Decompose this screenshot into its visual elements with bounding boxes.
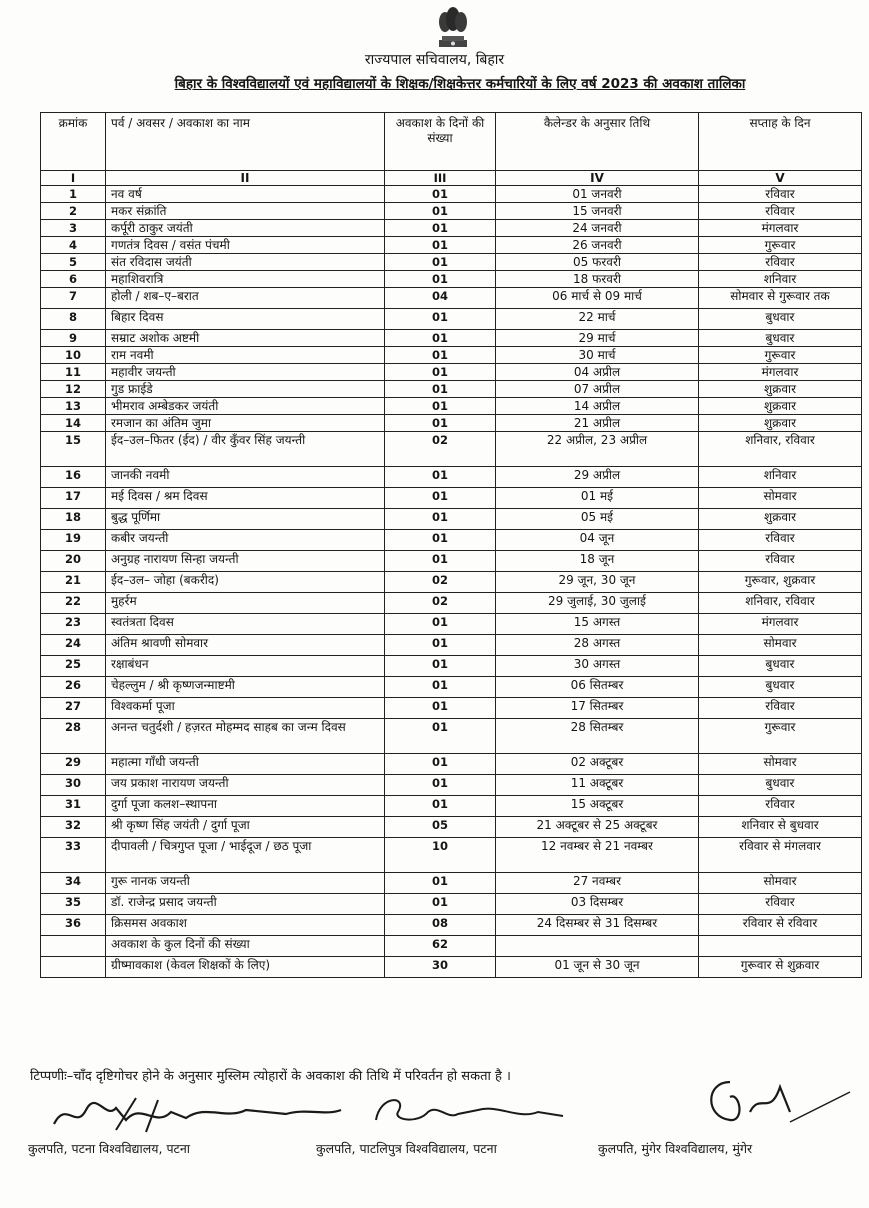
days-cell: 01	[385, 381, 496, 398]
days-cell: 04	[385, 288, 496, 309]
header-date: कैलेन्डर के अनुसार तिथि	[496, 113, 699, 171]
festival-cell: स्वतंत्रता दिवस	[106, 614, 385, 635]
table-row	[41, 593, 862, 614]
weekday-cell: सोमवार	[699, 754, 862, 775]
table-row	[41, 254, 862, 271]
weekday-cell: सोमवार	[699, 873, 862, 894]
date-cell: 14 अप्रील	[496, 398, 699, 415]
serial-cell: 7	[41, 288, 106, 309]
serial-cell: 2	[41, 203, 106, 220]
serial-cell: 15	[41, 432, 106, 467]
days-cell: 01	[385, 415, 496, 432]
weekday-cell: शुक्रवार	[699, 415, 862, 432]
roman-numeral: III	[385, 171, 496, 186]
weekday-cell: मंगलवार	[699, 220, 862, 237]
roman-numeral: II	[106, 171, 385, 186]
table-row	[41, 572, 862, 593]
date-cell: 30 अगस्त	[496, 656, 699, 677]
festival-cell: बिहार दिवस	[106, 309, 385, 330]
table-row	[41, 635, 862, 656]
days-cell: 01	[385, 186, 496, 203]
roman-numeral: I	[41, 171, 106, 186]
serial-cell: 29	[41, 754, 106, 775]
days-cell: 01	[385, 775, 496, 796]
weekday-cell: गुरूवार	[699, 237, 862, 254]
serial-cell: 30	[41, 775, 106, 796]
festival-cell: चेहल्लुम / श्री कृष्णजन्माष्टमी	[106, 677, 385, 698]
weekday-cell: गुरूवार	[699, 347, 862, 364]
table-row	[41, 677, 862, 698]
date-cell: 27 नवम्बर	[496, 873, 699, 894]
festival-cell: अंतिम श्रावणी सोमवार	[106, 635, 385, 656]
days-cell: 01	[385, 398, 496, 415]
date-cell: 05 फरवरी	[496, 254, 699, 271]
serial-cell: 16	[41, 467, 106, 488]
date-cell: 28 सितम्बर	[496, 719, 699, 754]
weekday-cell: शनिवार से बुधवार	[699, 817, 862, 838]
festival-cell: संत रविदास जयंती	[106, 254, 385, 271]
weekday-cell: मंगलवार	[699, 614, 862, 635]
weekday-cell: शनिवार	[699, 467, 862, 488]
serial-cell: 17	[41, 488, 106, 509]
days-cell: 08	[385, 915, 496, 936]
table-row	[41, 220, 862, 237]
date-cell: 04 जून	[496, 530, 699, 551]
date-cell: 12 नवम्बर से 21 नवम्बर	[496, 838, 699, 873]
serial-cell: 18	[41, 509, 106, 530]
festival-cell: कर्पूरी ठाकुर जयंती	[106, 220, 385, 237]
days-cell: 02	[385, 432, 496, 467]
weekday-cell: रविवार से रविवार	[699, 915, 862, 936]
days-cell: 01	[385, 894, 496, 915]
weekday-cell: शनिवार, रविवार	[699, 432, 862, 467]
weekday-cell: शनिवार	[699, 271, 862, 288]
table-row	[41, 364, 862, 381]
weekday-cell: शुक्रवार	[699, 381, 862, 398]
total-row	[41, 936, 862, 957]
table-row	[41, 488, 862, 509]
festival-cell: मुहर्रम	[106, 593, 385, 614]
festival-cell: ईद–उल–फितर (ईद) / वीर कुँवर सिंह जयन्ती	[106, 432, 385, 467]
footnote: टिप्पणीः–चाँद दृष्टिगोचर होने के अनुसार मुस्लिम त्योहारों के अवकाश की तिथि में परिवर्तन हो सकता है ।	[30, 1069, 511, 1084]
date-cell: 28 अगस्त	[496, 635, 699, 656]
total-empty-cell	[41, 936, 106, 957]
festival-cell: महावीर जयन्ती	[106, 364, 385, 381]
date-cell: 07 अप्रील	[496, 381, 699, 398]
festival-cell: रमजान का अंतिम जुमा	[106, 415, 385, 432]
serial-cell: 14	[41, 415, 106, 432]
days-cell: 01	[385, 220, 496, 237]
table-row	[41, 271, 862, 288]
serial-cell: 1	[41, 186, 106, 203]
festival-cell: मई दिवस / श्रम दिवस	[106, 488, 385, 509]
serial-cell: 3	[41, 220, 106, 237]
festival-cell: सम्राट अशोक अष्टमी	[106, 330, 385, 347]
holiday-table	[40, 112, 862, 978]
table-row	[41, 838, 862, 873]
national-emblem-icon	[436, 6, 470, 50]
table-row	[41, 894, 862, 915]
days-cell: 01	[385, 203, 496, 220]
weekday-cell: रविवार	[699, 698, 862, 719]
weekday-cell: सोमवार से गुरूवार तक	[699, 288, 862, 309]
serial-cell: 26	[41, 677, 106, 698]
weekday-cell: बुधवार	[699, 677, 862, 698]
weekday-cell: मंगलवार	[699, 364, 862, 381]
festival-cell: बुद्ध पूर्णिमा	[106, 509, 385, 530]
table-row	[41, 381, 862, 398]
serial-cell: 12	[41, 381, 106, 398]
header-weekday: सप्ताह के दिन	[699, 113, 862, 171]
office-heading: राज्यपाल सचिवालय, बिहार	[364, 52, 505, 68]
table-row	[41, 186, 862, 203]
table-row	[41, 415, 862, 432]
table-row	[41, 698, 862, 719]
serial-cell: 35	[41, 894, 106, 915]
date-cell: 15 अगस्त	[496, 614, 699, 635]
days-cell: 02	[385, 572, 496, 593]
serial-cell: 25	[41, 656, 106, 677]
festival-cell: जानकी नवमी	[106, 467, 385, 488]
weekday-cell: बुधवार	[699, 330, 862, 347]
serial-cell: 27	[41, 698, 106, 719]
date-cell: 22 मार्च	[496, 309, 699, 330]
serial-cell: 11	[41, 364, 106, 381]
signature-munger	[700, 1072, 860, 1132]
table-row	[41, 237, 862, 254]
days-cell: 01	[385, 796, 496, 817]
festival-cell: दुर्गा पूजा कलश–स्थापना	[106, 796, 385, 817]
weekday-cell: सोमवार	[699, 635, 862, 656]
header-festival: पर्व / अवसर / अवकाश का नाम	[106, 113, 385, 171]
date-cell: 29 मार्च	[496, 330, 699, 347]
festival-cell: दीपावली / चित्रगुप्त पूजा / भाईदूज / छठ पूजा	[106, 838, 385, 873]
festival-cell: महाशिवरात्रि	[106, 271, 385, 288]
festival-cell: गुड फ्राईडे	[106, 381, 385, 398]
signatory-label-munger: कुलपति, मुंगेर विश्वविद्यालय, मुंगेर	[598, 1141, 753, 1156]
table-body	[41, 186, 862, 936]
date-cell: 04 अप्रील	[496, 364, 699, 381]
days-cell: 01	[385, 467, 496, 488]
festival-cell: मकर संक्रांति	[106, 203, 385, 220]
table-row	[41, 288, 862, 309]
serial-cell: 32	[41, 817, 106, 838]
days-cell: 01	[385, 530, 496, 551]
date-cell: 18 जून	[496, 551, 699, 572]
festival-cell: गणतंत्र दिवस / वसंत पंचमी	[106, 237, 385, 254]
days-cell: 01	[385, 237, 496, 254]
serial-cell: 6	[41, 271, 106, 288]
weekday-cell: शनिवार, रविवार	[699, 593, 862, 614]
festival-cell: गुरू नानक जयन्ती	[106, 873, 385, 894]
weekday-cell: शुक्रवार	[699, 509, 862, 530]
table-row	[41, 347, 862, 364]
serial-cell: 22	[41, 593, 106, 614]
table-row	[41, 614, 862, 635]
serial-cell: 20	[41, 551, 106, 572]
serial-cell: 24	[41, 635, 106, 656]
days-cell: 01	[385, 873, 496, 894]
festival-cell: भीमराव अम्बेडकर जयंती	[106, 398, 385, 415]
weekday-cell: बुधवार	[699, 775, 862, 796]
summer-dates: 01 जून से 30 जून	[496, 957, 699, 978]
festival-cell: राम नवमी	[106, 347, 385, 364]
signatory-label-patna: कुलपति, पटना विश्वविद्यालय, पटना	[28, 1141, 191, 1156]
serial-cell: 13	[41, 398, 106, 415]
festival-cell: क्रिसमस अवकाश	[106, 915, 385, 936]
serial-cell: 8	[41, 309, 106, 330]
date-cell: 15 अक्टूबर	[496, 796, 699, 817]
festival-cell: नव वर्ष	[106, 186, 385, 203]
date-cell: 21 अप्रील	[496, 415, 699, 432]
date-cell: 06 मार्च से 09 मार्च	[496, 288, 699, 309]
table-row	[41, 873, 862, 894]
summer-empty-cell	[41, 957, 106, 978]
weekday-cell: रविवार	[699, 894, 862, 915]
serial-cell: 19	[41, 530, 106, 551]
roman-numeral: V	[699, 171, 862, 186]
festival-cell: जय प्रकाश नारायण जयन्ती	[106, 775, 385, 796]
date-cell: 11 अक्टूबर	[496, 775, 699, 796]
total-label: अवकाश के कुल दिनों की संख्या	[106, 936, 385, 957]
table-row	[41, 817, 862, 838]
date-cell: 26 जनवरी	[496, 237, 699, 254]
signature-patliputra	[368, 1090, 568, 1140]
festival-cell: डॉ. राजेन्द्र प्रसाद जयन्ती	[106, 894, 385, 915]
table-row	[41, 203, 862, 220]
date-cell: 02 अक्टूबर	[496, 754, 699, 775]
days-cell: 01	[385, 677, 496, 698]
serial-cell: 28	[41, 719, 106, 754]
festival-cell: ईद–उल– जोहा (बकरीद)	[106, 572, 385, 593]
days-cell: 01	[385, 330, 496, 347]
weekday-cell: रविवार	[699, 186, 862, 203]
weekday-cell: गुरूवार, शुक्रवार	[699, 572, 862, 593]
days-cell: 01	[385, 635, 496, 656]
date-cell: 29 अप्रील	[496, 467, 699, 488]
signatory-label-patliputra: कुलपति, पाटलिपुत्र विश्वविद्यालय, पटना	[316, 1141, 497, 1156]
column-numbering-row	[41, 171, 862, 186]
days-cell: 01	[385, 309, 496, 330]
days-cell: 02	[385, 593, 496, 614]
table-row	[41, 796, 862, 817]
date-cell: 01 मई	[496, 488, 699, 509]
weekday-cell: रविवार	[699, 796, 862, 817]
serial-cell: 31	[41, 796, 106, 817]
days-cell: 01	[385, 719, 496, 754]
days-cell: 01	[385, 754, 496, 775]
date-cell: 24 दिसम्बर से 31 दिसम्बर	[496, 915, 699, 936]
signature-patna	[46, 1090, 346, 1140]
weekday-cell: बुधवार	[699, 656, 862, 677]
festival-cell: कबीर जयन्ती	[106, 530, 385, 551]
weekday-cell: रविवार	[699, 530, 862, 551]
table-row	[41, 754, 862, 775]
weekday-cell: सोमवार	[699, 488, 862, 509]
table-row	[41, 530, 862, 551]
summer-weekdays: गुरूवार से शुक्रवार	[699, 957, 862, 978]
days-cell: 01	[385, 347, 496, 364]
festival-cell: रक्षाबंधन	[106, 656, 385, 677]
date-cell: 30 मार्च	[496, 347, 699, 364]
serial-cell: 23	[41, 614, 106, 635]
weekday-cell: रविवार	[699, 203, 862, 220]
festival-cell: अनन्त चतुर्दशी / हज़रत मोहम्मद साहब का जन्म दिवस	[106, 719, 385, 754]
festival-cell: महात्मा गाँधी जयन्ती	[106, 754, 385, 775]
table-row	[41, 432, 862, 467]
table-row	[41, 719, 862, 754]
summer-vacation-row	[41, 957, 862, 978]
table-row	[41, 509, 862, 530]
total-empty-cell	[699, 936, 862, 957]
table-header-row	[41, 113, 862, 171]
festival-cell: श्री कृष्ण सिंह जयंती / दुर्गा पूजा	[106, 817, 385, 838]
festival-cell: होली / शब–ए–बरात	[106, 288, 385, 309]
weekday-cell: शुक्रवार	[699, 398, 862, 415]
serial-cell: 34	[41, 873, 106, 894]
date-cell: 15 जनवरी	[496, 203, 699, 220]
table-row	[41, 915, 862, 936]
date-cell: 03 दिसम्बर	[496, 894, 699, 915]
days-cell: 01	[385, 551, 496, 572]
date-cell: 17 सितम्बर	[496, 698, 699, 719]
days-cell: 01	[385, 656, 496, 677]
table-row	[41, 330, 862, 347]
date-cell: 05 मई	[496, 509, 699, 530]
table-row	[41, 775, 862, 796]
festival-cell: विश्वकर्मा पूजा	[106, 698, 385, 719]
weekday-cell: बुधवार	[699, 309, 862, 330]
serial-cell: 4	[41, 237, 106, 254]
summer-days: 30	[385, 957, 496, 978]
days-cell: 05	[385, 817, 496, 838]
total-empty-cell	[496, 936, 699, 957]
days-cell: 01	[385, 614, 496, 635]
days-cell: 01	[385, 364, 496, 381]
days-cell: 01	[385, 509, 496, 530]
date-cell: 24 जनवरी	[496, 220, 699, 237]
days-cell: 01	[385, 271, 496, 288]
total-value: 62	[385, 936, 496, 957]
serial-cell: 10	[41, 347, 106, 364]
date-cell: 22 अप्रील, 23 अप्रील	[496, 432, 699, 467]
date-cell: 01 जनवरी	[496, 186, 699, 203]
serial-cell: 21	[41, 572, 106, 593]
date-cell: 29 जुलाई, 30 जुलाई	[496, 593, 699, 614]
table-row	[41, 467, 862, 488]
serial-cell: 33	[41, 838, 106, 873]
document-title: बिहार के विश्वविद्यालयों एवं महाविद्यालयों के शिक्षक/शिक्षकेत्तर कर्मचारियों के लिए वर्ष 2023 की अवकाश तालिका	[174, 76, 746, 92]
date-cell: 29 जून, 30 जून	[496, 572, 699, 593]
table-row	[41, 551, 862, 572]
days-cell: 01	[385, 698, 496, 719]
table-row	[41, 656, 862, 677]
roman-numeral: IV	[496, 171, 699, 186]
serial-cell: 9	[41, 330, 106, 347]
table-row	[41, 309, 862, 330]
weekday-cell: रविवार से मंगलवार	[699, 838, 862, 873]
serial-cell: 5	[41, 254, 106, 271]
summer-label: ग्रीष्मावकाश (केवल शिक्षकों के लिए)	[106, 957, 385, 978]
days-cell: 10	[385, 838, 496, 873]
serial-cell: 36	[41, 915, 106, 936]
date-cell: 18 फरवरी	[496, 271, 699, 288]
date-cell: 06 सितम्बर	[496, 677, 699, 698]
date-cell: 21 अक्टूबर से 25 अक्टूबर	[496, 817, 699, 838]
header-serial: क्रमांक	[41, 113, 106, 171]
days-cell: 01	[385, 488, 496, 509]
header-days: अवकाश के दिनों की संख्या	[385, 113, 496, 171]
days-cell: 01	[385, 254, 496, 271]
weekday-cell: रविवार	[699, 551, 862, 572]
festival-cell: अनुग्रह नारायण सिन्हा जयन्ती	[106, 551, 385, 572]
weekday-cell: गुरूवार	[699, 719, 862, 754]
weekday-cell: रविवार	[699, 254, 862, 271]
table-row	[41, 398, 862, 415]
